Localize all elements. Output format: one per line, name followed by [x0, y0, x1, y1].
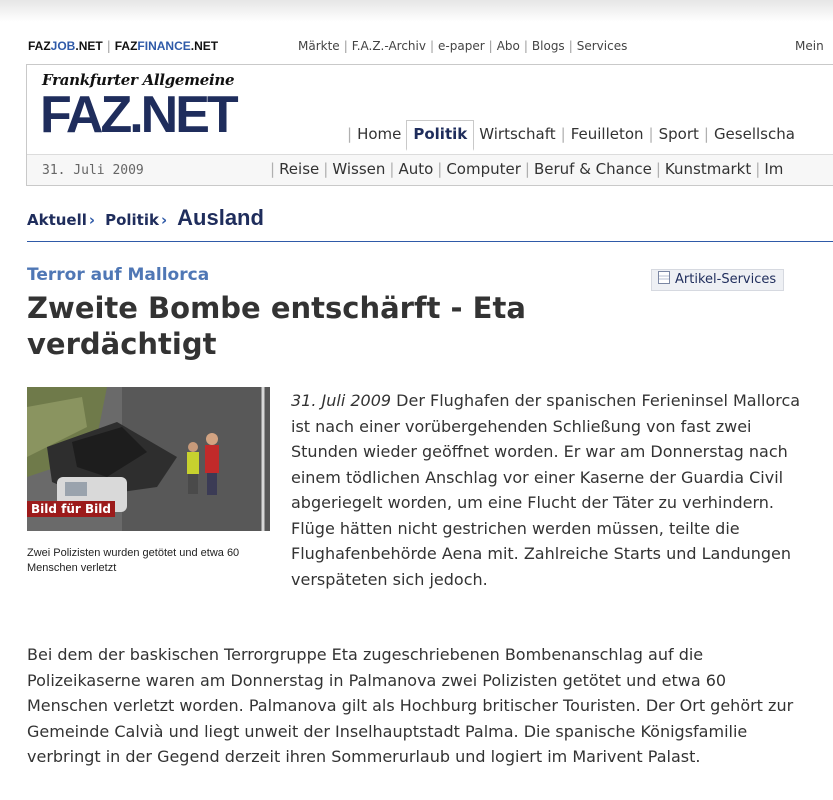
- fazfinance-link[interactable]: FAZFINANCE.NET: [114, 39, 219, 53]
- link-blogs[interactable]: Blogs: [531, 39, 565, 53]
- nav-wissen[interactable]: Wissen: [332, 160, 386, 178]
- article-services-label: Artikel-Services: [675, 272, 777, 287]
- lead-date: 31. Juli 2009: [291, 391, 392, 410]
- secondary-nav: | Reise | Wissen | Auto | Computer | Beruf & Chance | Kunstmarkt | Im: [270, 160, 787, 178]
- article-kicker: Terror auf Mallorca: [27, 265, 210, 285]
- image-caption: Zwei Polizisten wurden getötet und etwa 60 Menschen verletzt: [27, 547, 240, 574]
- nav-politik[interactable]: Politik: [406, 120, 474, 151]
- image-gallery-badge[interactable]: Bild für Bild: [27, 501, 115, 517]
- link-services[interactable]: Services: [576, 39, 628, 53]
- nav-beruf-chance[interactable]: Beruf & Chance: [533, 160, 652, 178]
- masthead: [26, 64, 833, 186]
- primary-nav: | Home Politik Wirtschaft | Feuilleton | Sport | Gesellscha: [347, 125, 800, 143]
- link-archiv[interactable]: F.A.Z.-Archiv: [351, 39, 426, 53]
- network-bar: FAZJOB.NET | FAZFINANCE.NET Märkte | F.A.Z.-Archiv | e-paper | Abo | Blogs | Services Mein: [28, 39, 824, 53]
- document-icon: [658, 271, 670, 284]
- link-mein[interactable]: Mein: [795, 39, 824, 53]
- top-fade: [0, 0, 833, 22]
- nav-feuilleton[interactable]: Feuilleton: [570, 125, 644, 143]
- breadcrumb-current: Ausland: [177, 205, 264, 230]
- article-photo[interactable]: [27, 387, 270, 531]
- nav-reise[interactable]: Reise: [279, 160, 320, 178]
- nav-immobilien[interactable]: Im: [764, 160, 784, 178]
- nav-wirtschaft[interactable]: Wirtschaft: [479, 125, 556, 143]
- nav-sport[interactable]: Sport: [658, 125, 699, 143]
- breadcrumb-aktuell[interactable]: Aktuell: [27, 211, 87, 229]
- logo-faz-net[interactable]: FAZ.NET: [40, 86, 236, 144]
- link-abo[interactable]: Abo: [496, 39, 520, 53]
- nav-computer[interactable]: Computer: [446, 160, 521, 178]
- nav-home[interactable]: Home: [357, 125, 402, 143]
- nav-kunstmarkt[interactable]: Kunstmarkt: [664, 160, 752, 178]
- lead-text: Der Flughafen der spanischen Ferieninsel Mallorca ist nach einer vorübergehenden Schließung von fast zwei Stunden wieder geöffnet worden. Er war am Donnerstag nach einem tödlichen Anschlag vor einer Kaserne der Guardia Civil abgeriegelt worden, um eine Flucht der Täter zu verhindern. Flüge hätten nicht gestrichen werden müssen, teilte die Flughafenbehörde Aena mit. Zahlreiche Starts und Landungen verspäteten sich jedoch.: [291, 391, 801, 589]
- nav-gesellschaft[interactable]: Gesellscha: [713, 125, 795, 143]
- breadcrumb: [27, 205, 833, 242]
- article-paragraph: Bei dem der baskischen Terrorgruppe Eta zugeschriebenen Bombenanschlag auf die Polizeikaserne waren am Donnerstag in Palmanova zwei Polizisten getötet und etwa 60 Menschen verletzt worden. Palmanova gilt als Hochburg britischer Touristen. Der Ort gehört zur Gemeinde Calvià und liegt unweit der Inselhauptstadt Palma. Die spanische Königsfamilie verbringt in der Gegend derzeit ihren Sommerurlaub und logiert im Marivent Palast.: [27, 645, 794, 766]
- link-maerkte[interactable]: Märkte: [298, 39, 340, 53]
- breadcrumb-politik[interactable]: Politik: [105, 211, 159, 229]
- fazjob-link[interactable]: FAZJOB.NET: [28, 39, 103, 53]
- article-lead: [291, 388, 811, 592]
- date-row: [27, 154, 833, 185]
- logo-frankfurter-allgemeine[interactable]: Frankfurter Allgemeine: [42, 71, 235, 89]
- article-services-button[interactable]: [651, 269, 784, 291]
- article-title: Zweite Bombe entschärft - Eta verdächtigt: [27, 291, 526, 361]
- chevron-right-icon: ›: [88, 211, 96, 229]
- nav-auto[interactable]: Auto: [398, 160, 434, 178]
- current-date: 31. Juli 2009: [42, 163, 144, 178]
- service-links: Märkte | F.A.Z.-Archiv | e-paper | Abo | Blogs | Services: [298, 39, 628, 53]
- chevron-right-icon: ›: [160, 211, 168, 229]
- link-epaper[interactable]: e-paper: [438, 39, 485, 53]
